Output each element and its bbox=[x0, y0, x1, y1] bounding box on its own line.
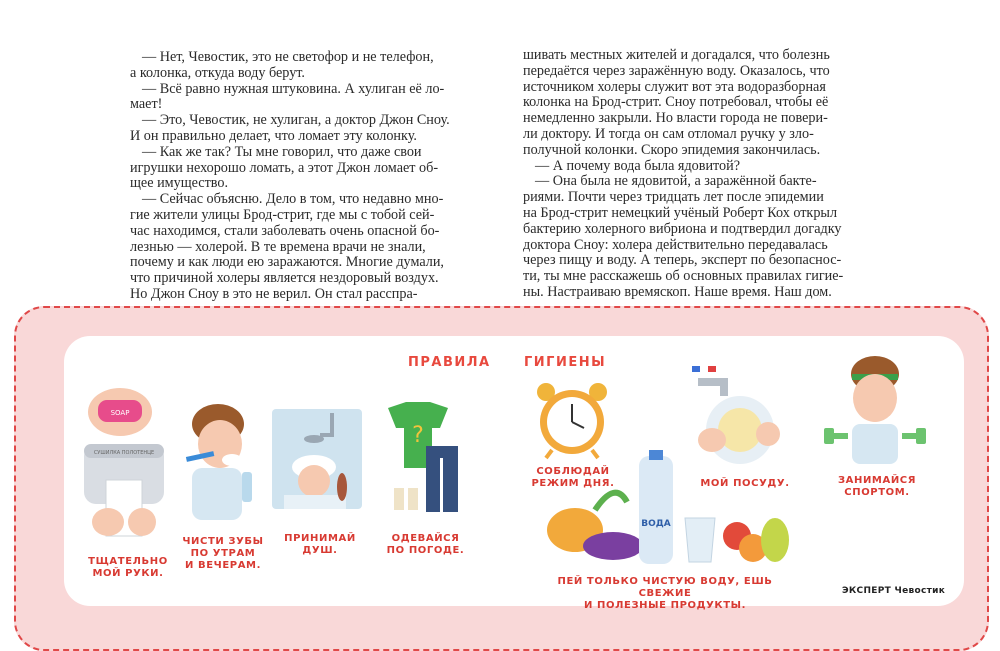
text-line: — Сейчас объясню. Дело в том, что недавно мно- bbox=[142, 191, 444, 208]
caption-dishes: МОЙ ПОСУДУ. bbox=[700, 478, 790, 489]
text-line: ти, ты мне расскажешь об основных правилах гигие- bbox=[523, 268, 844, 285]
text-line: бактерию холерного вибриона и подтвердил догадку bbox=[523, 220, 842, 237]
text-line: щее имущество. bbox=[130, 175, 229, 192]
text-line: — Как же так? Ты мне говорил, что даже свои bbox=[142, 143, 422, 160]
text-line: — Нет, Чевостик, это не светофор и не телефон, bbox=[142, 49, 434, 65]
text-line: через пищу и воду. А теперь, эксперт по безопаснос- bbox=[523, 252, 842, 269]
text-line: получной колонки. Скоро эпидемия закончилась. bbox=[523, 141, 821, 158]
caption-food: ПЕЙ ТОЛЬКО ЧИСТУЮ ВОДУ, ЕШЬ СВЕЖИЕ И ПОЛЕЗНЫЕ ПРОДУКТЫ. bbox=[557, 576, 773, 611]
text-column-left bbox=[130, 50, 478, 303]
text-line: немедленно закрыли. Но власти города не повери- bbox=[523, 110, 828, 127]
text-line: лезнью — холерой. В те времена врачи не знали, bbox=[130, 238, 426, 255]
caption-sport: ЗАНИМАЙСЯ СПОРТОМ. bbox=[837, 475, 917, 498]
text-line: доктора Сноу: холера действительно передавалась bbox=[523, 236, 828, 253]
soap-label: SOAP bbox=[110, 409, 130, 417]
text-line: Но Джон Сноу в это не верил. Он стал расспра- bbox=[130, 285, 418, 302]
text-line: передаётся через заражённую воду. Оказалось, что bbox=[523, 62, 830, 79]
text-line: ны. Настраиваю времяскоп. Наше время. Наш дом. bbox=[523, 283, 832, 300]
svg-text:?: ? bbox=[412, 423, 424, 448]
text-line: почему и как люди ею заражаются. Многие думали, bbox=[130, 254, 444, 271]
text-line: колонка на Брод-стрит. Сноу потребовал, чтобы её bbox=[523, 94, 829, 111]
clothes-illustration bbox=[378, 398, 473, 518]
text-line: на Брод-стрит немецкий учёный Роберт Кох открыл bbox=[523, 204, 838, 221]
text-line: час находимся, стали заболевать очень опасной бо- bbox=[130, 222, 440, 239]
shower-illustration bbox=[270, 407, 365, 517]
poster-title-2: ГИГИЕНЫ bbox=[524, 355, 607, 370]
text-line: источником холеры служит вот эта водоразборная bbox=[523, 78, 826, 95]
brushing-boy-illustration bbox=[182, 402, 262, 527]
expert-signature: ЭКСПЕРТ Чевостик bbox=[842, 586, 946, 596]
caption-routine: СОБЛЮДАЙ РЕЖИМ ДНЯ. bbox=[531, 466, 615, 489]
dryer-label: СУШИЛКА ПОЛОТЕНЦЕ bbox=[93, 450, 155, 456]
text-line: гие жители улицы Брод-стрит, где мы с тобой сей- bbox=[130, 206, 435, 223]
caption-dress: ОДЕВАЙСЯ ПО ПОГОДЕ. bbox=[386, 533, 465, 556]
sport-boy-illustration bbox=[820, 354, 930, 469]
text-line: шивать местных жителей и догадался, что болезнь bbox=[523, 47, 830, 63]
caption-shower: ПРИНИМАЙ ДУШ. bbox=[284, 533, 356, 556]
text-line: мает! bbox=[130, 96, 163, 113]
text-line: — Она была не ядовитой, а заражённой бакте- bbox=[535, 173, 817, 190]
text-column-right bbox=[523, 48, 871, 301]
text-line: ли доктору. И тогда он сам отломал ручку у зло- bbox=[523, 125, 814, 142]
alarm-clock-illustration bbox=[532, 380, 612, 460]
text-line: что причиной холеры является нездоровый воздух. bbox=[130, 270, 439, 287]
poster-title-1: ПРАВИЛА bbox=[408, 355, 491, 370]
caption-wash-hands: ТЩАТЕЛЬНО МОЙ РУКИ. bbox=[88, 556, 168, 579]
food-water-illustration bbox=[545, 450, 795, 572]
text-line: — Всё равно нужная штуковина. А хулиган её ло- bbox=[142, 80, 445, 97]
caption-brush-teeth: ЧИСТИ ЗУБЫ ПО УТРАМ И ВЕЧЕРАМ. bbox=[182, 536, 264, 571]
hand-dryer-illustration bbox=[80, 372, 170, 547]
bottle-label: ВОДА bbox=[641, 519, 671, 529]
text-line: игрушки нехорошо ломать, а этот Джон ломает об- bbox=[130, 159, 439, 176]
text-line: а колонка, откуда воду берут. bbox=[130, 64, 305, 81]
text-line: — Это, Чевостик, не хулиган, а доктор Джон Сноу. bbox=[142, 112, 450, 129]
text-line: — А почему вода была ядовитой? bbox=[535, 157, 741, 174]
text-line: риями. Почти через тридцать лет после эпидемии bbox=[523, 189, 824, 206]
text-line: И он правильно делает, что ломает эту колонку. bbox=[130, 127, 417, 144]
